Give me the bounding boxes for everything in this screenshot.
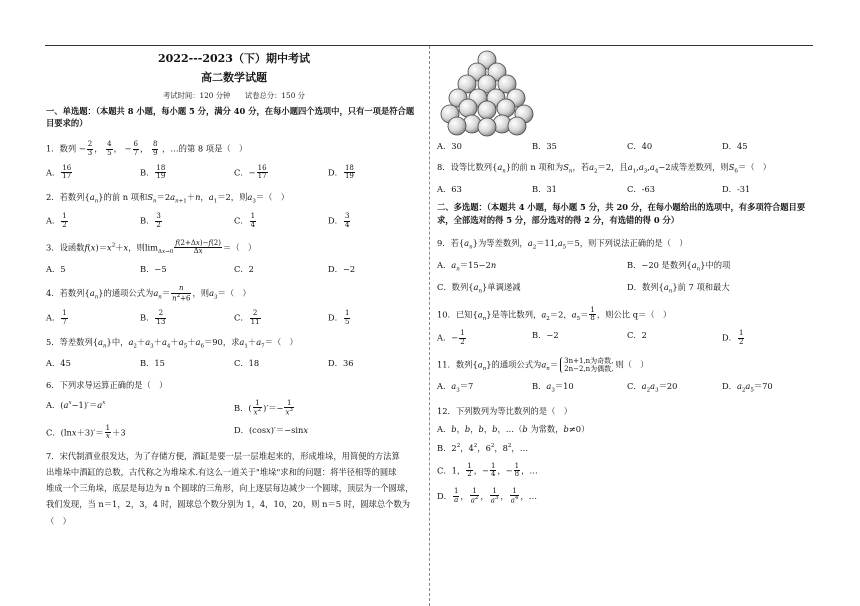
option-b[interactable]: B．31: [532, 183, 557, 194]
option-c[interactable]: C．2: [234, 263, 254, 274]
question-12: 12．下列数列为等比数列的是（ ）: [437, 405, 573, 416]
question-3: 3．设函数$f(x)=x^2+x$，则$\lim_{\Delta x\to 0}$ $\frac{f(2+\Delta x)-f(2)}{\Delta x}$ ＝（ ）: [46, 238, 257, 256]
question-6-options-ab: [46, 400, 422, 417]
question-2-options: [46, 213, 422, 229]
exam-title: 2022---2023（下）期中考试: [158, 52, 310, 65]
question-6: 6．下列求导运算正确的是（ ）: [46, 379, 168, 390]
option-c[interactable]: C．40: [627, 141, 653, 151]
option-d[interactable]: D．45: [722, 141, 748, 151]
question-10: 10．已知$\{a_n\}$是等比数列，$a_2=2$，$a_5=$ $\frac{1}{8}$ ，则公比 q＝（ ）: [437, 305, 672, 322]
option-d[interactable]: D． $\frac{18}{19}$: [328, 164, 354, 181]
question-5-options: [46, 358, 422, 368]
option-c[interactable]: C．− $\frac{16}{17}$: [234, 164, 267, 181]
question-1: 1．数列 − $\frac{2}{3}$ ， $\frac{4}{5}$ ， − $\frac{6}{7}$ ， $\frac{8}{9}$ ，…的第 8 项是（ ）: [46, 140, 248, 157]
option-a[interactable]: A．− $\frac{1}{2}$: [437, 329, 465, 346]
question-6-options-cd: [46, 425, 422, 441]
option-c[interactable]: C．$a_2a_3=20$: [627, 381, 678, 394]
question-11-options: [437, 381, 817, 395]
option-a[interactable]: A． $\frac{16}{17}$: [46, 164, 72, 181]
question-9-options-cd: [437, 282, 817, 296]
option-d[interactable]: D． $\frac{3}{4}$: [328, 212, 350, 229]
question-3-options: [46, 264, 422, 274]
option-b[interactable]: B．−5: [140, 263, 167, 274]
option-b[interactable]: B． $\frac{18}{19}$: [140, 164, 166, 181]
option-c[interactable]: C． $\frac{2}{11}$: [234, 309, 260, 326]
option-a[interactable]: A．$a_3=7$: [437, 381, 474, 394]
option-c[interactable]: C．2: [627, 330, 647, 341]
option-a[interactable]: A． $\frac{1}{7}$: [46, 309, 67, 326]
option-d[interactable]: D．(cosx)′＝−sinx: [234, 425, 309, 436]
option-a[interactable]: A． $\frac{1}{2}$: [46, 212, 67, 229]
option-d[interactable]: D．$a_2a_5=70$: [722, 381, 773, 394]
question-4-options: [46, 310, 422, 326]
exam-subtitle: 高二数学试题: [201, 70, 267, 84]
option-c[interactable]: C．1， $\frac{1}{2}$ ，− $\frac{1}{4}$ ，− $\frac{1}{8}$ ，…: [437, 461, 538, 479]
option-d[interactable]: D．−2: [328, 263, 356, 274]
section-single-choice: 一、单选题：（本题共 8 小题，每小题 5 分，满分 40 分，在每小题四个选项中，只有一项是符合题目要求的）: [46, 105, 415, 129]
option-d[interactable]: D．-31: [722, 183, 751, 194]
option-b[interactable]: B． $\frac{3}{2}$: [140, 212, 161, 229]
exam-header: [46, 52, 422, 100]
question-12-options: [437, 416, 817, 504]
left-column: [46, 48, 422, 529]
option-d[interactable]: D．36: [328, 358, 354, 369]
question-2: 2．若数列$\{a_n\}$的前 n 项和$S_n=2a_{n+1}+n$，$a_1=2$，则$a_3=$（ ）: [46, 191, 290, 205]
option-b[interactable]: B．$2^2$，$4^2$，$6^2$，$8^2$，…: [437, 443, 529, 454]
option-c[interactable]: C．-63: [627, 183, 656, 194]
question-5: 5．等差数列$\{a_n\}$中，$a_2+a_3+a_4+a_5+a_6=90$，求$a_1+a_7=$（ ）: [46, 336, 298, 350]
option-c[interactable]: C． $\frac{1}{4}$: [234, 212, 256, 229]
question-9-options-ab: [437, 260, 817, 274]
option-a[interactable]: A．30: [437, 141, 462, 151]
option-c[interactable]: C．数列$\{a_n\}$单调递减: [437, 282, 521, 295]
question-1-options: [46, 165, 422, 181]
question-10-options: [437, 330, 817, 346]
question-7: 7．宋代制酒业很发达，为了存储方便，酒缸是要一层一层堆起来的，形成堆垛，用简便的方法算 出堆垛中酒缸的总数，古代称之为堆垛术.有这么一道关于"堆垛"求和的问题：将半径相等的圆球 堆成一个三角垛，底层是每边为 n 个圆球的三角形，向上逐层每边减少一个圆球，顶层为一个圆球， 我们发现，当 n＝1，2，3，4 时，圆球总个数分别为 1，4，10，20，则 n＝5 时，圆球总个数为（ ）: [46, 450, 414, 526]
question-4: 4．若数列$\{a_n\}$的通项公式为$a_n=$ $\frac{n}{n^2+6}$ ，则$a_3=$（ ）: [46, 284, 251, 302]
option-d[interactable]: D． $\frac{1}{a}$ ， $\frac{1}{a^2}$ ， $\frac{1}{a^3}$ ， $\frac{1}{a^4}$ ，…: [437, 486, 538, 505]
option-b[interactable]: B． $\frac{2}{13}$: [140, 309, 166, 326]
option-c[interactable]: C．(lnx＋3)′＝ $\frac{1}{x}$ ＋3: [46, 424, 126, 441]
option-b[interactable]: B．−2: [532, 330, 559, 341]
option-b[interactable]: B．$a_3=10$: [532, 381, 574, 394]
option-a[interactable]: A．$a_n=15-2n$: [437, 259, 497, 273]
option-a[interactable]: A．$(a^x-1)'=a^x$: [46, 400, 106, 411]
option-a[interactable]: A．45: [46, 358, 71, 369]
stacked-spheres-image: [437, 48, 537, 138]
section-multiple-choice: 二、多选题：（本题共 4 小题，每小题 5 分，共 20 分，在每小题给出的选项中，有多项符合题目要求，全部选对的得 5 分，部分选对的得 2 分，有选错的得 0 分）: [437, 202, 806, 226]
option-d[interactable]: D． $\frac{1}{5}$: [328, 309, 350, 326]
option-d[interactable]: D． $\frac{1}{2}$: [722, 329, 744, 346]
option-a[interactable]: A．5: [46, 263, 66, 274]
option-c[interactable]: C．18: [234, 358, 260, 369]
option-b[interactable]: B．15: [140, 358, 165, 369]
question-9: 9．若$\{a_n\}$为等差数列，$a_2=11,a_5=5$，则下列说法正确的是（ ）: [437, 237, 688, 251]
question-7-options: [437, 141, 817, 151]
option-a[interactable]: A．b，b，b，b，…（b 为常数，b≠0）: [437, 424, 590, 435]
column-divider: [429, 46, 430, 606]
right-column: [437, 48, 817, 505]
option-b[interactable]: B．35: [532, 141, 557, 151]
option-d[interactable]: D．数列$\{a_n\}$前 7 项和最大: [627, 282, 730, 295]
exam-meta: 考试时间：120 分钟 试卷总分：150 分: [163, 90, 305, 100]
question-8-options: [437, 184, 817, 194]
question-11: 11．数列$\{a_n\}$的通项公式为$a_n=$ 3n+1,n为奇数, 2n−2,n为偶数, 则（ ）: [437, 357, 649, 374]
option-b[interactable]: B．( $\frac{1}{x^2}$ )′＝− $\frac{1}{x^3}$: [234, 399, 293, 417]
option-b[interactable]: B．−20 是数列$\{a_n\}$中的项: [627, 259, 731, 273]
option-a[interactable]: A．63: [437, 183, 462, 194]
question-8: 8．设等比数列$\{a_n\}$的前 n 项和为$S_n$，若$a_2=2$，且$a_1,a_3,a_4-2$成等差数列，则$S_6=$（ ）: [437, 162, 772, 176]
